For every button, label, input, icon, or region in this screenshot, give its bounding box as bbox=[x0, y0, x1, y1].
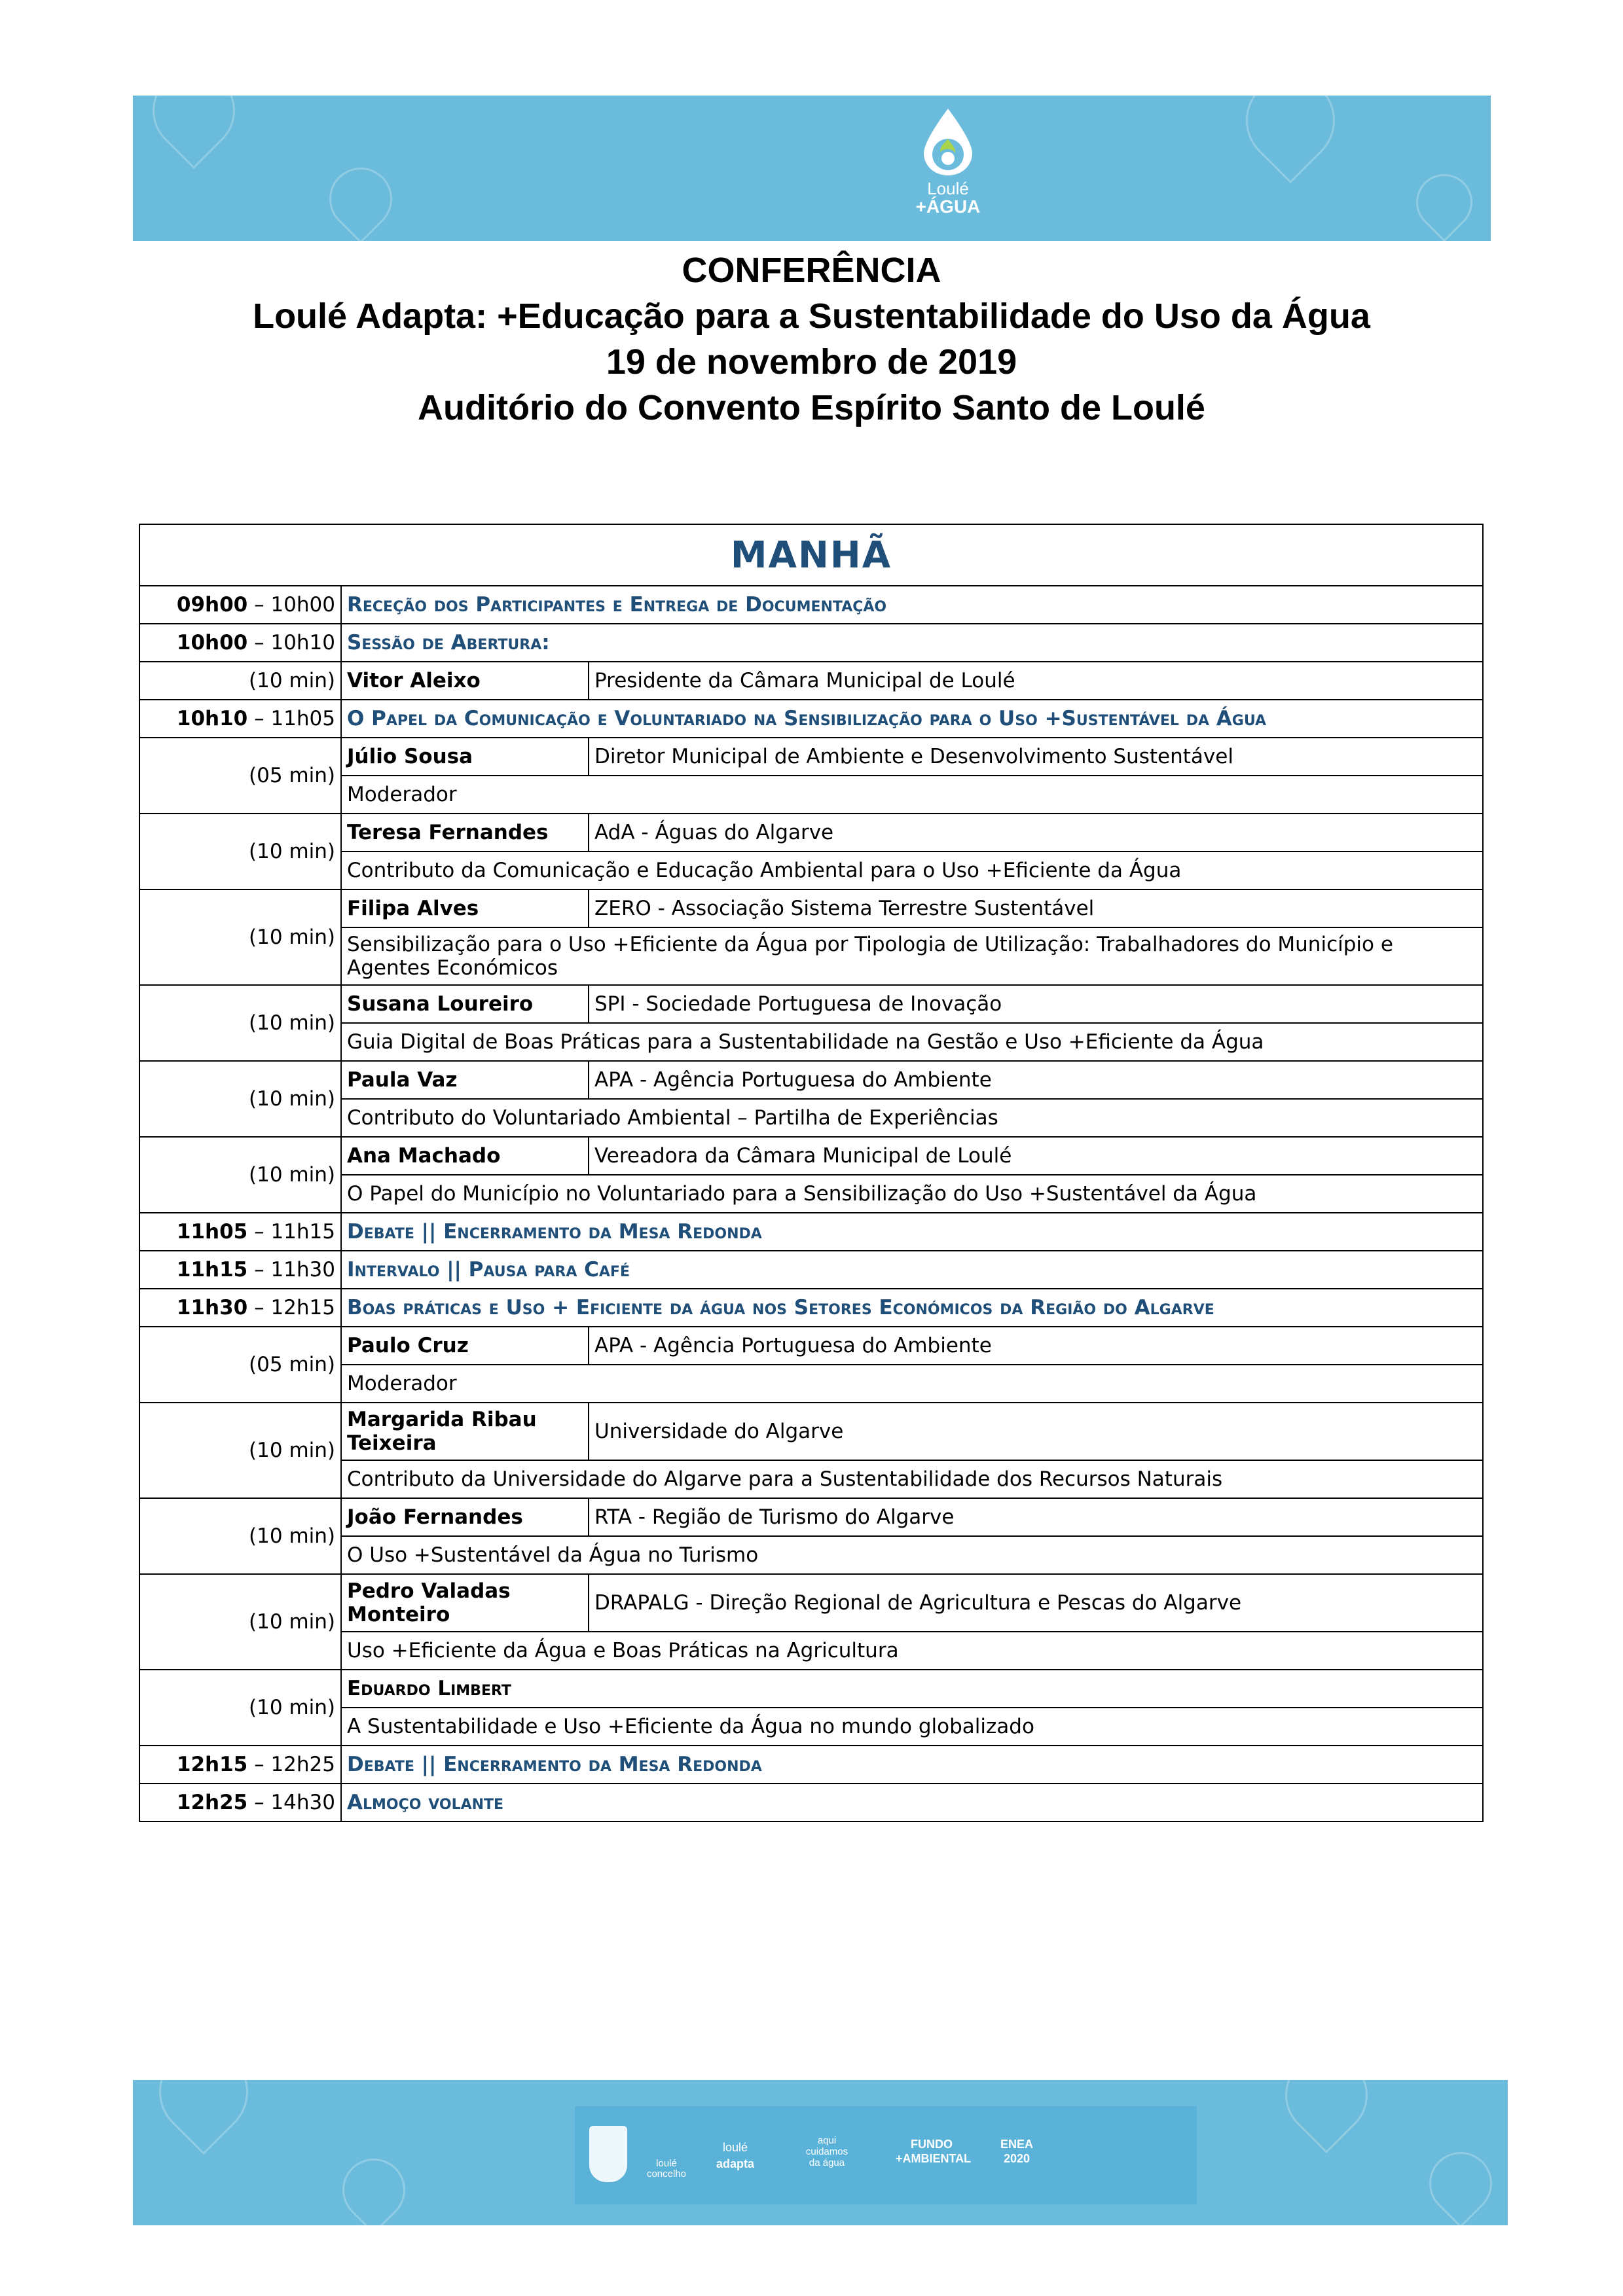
topic-row bbox=[139, 1365, 1483, 1403]
speaker-org: Diretor Municipal de Ambiente e Desenvolvimento Sustentável bbox=[589, 738, 1483, 776]
section-title: Debate || Encerramento da Mesa Redonda bbox=[341, 1213, 1483, 1251]
section-title: Debate || Encerramento da Mesa Redonda bbox=[341, 1746, 1483, 1784]
duration-cell: (10 min) bbox=[139, 985, 341, 1061]
logo-loule-adapta-1: loulé bbox=[722, 2141, 748, 2154]
speaker-org: RTA - Região de Turismo do Algarve bbox=[589, 1498, 1483, 1536]
duration-cell: (05 min) bbox=[139, 1327, 341, 1403]
program-row bbox=[139, 1746, 1483, 1784]
program-row bbox=[139, 1213, 1483, 1251]
time-cell: 11h05 – 11h15 bbox=[139, 1213, 341, 1251]
program-row bbox=[139, 1784, 1483, 1821]
logo-loule-concelho: loulé concelho bbox=[646, 2158, 687, 2179]
duration-cell: (10 min) bbox=[139, 1670, 341, 1746]
speaker-org: AdA - Águas do Algarve bbox=[589, 814, 1483, 852]
time-cell: 09h00 – 10h00 bbox=[139, 586, 341, 624]
municipal-crest-icon bbox=[589, 2126, 627, 2182]
time-cell: 12h15 – 12h25 bbox=[139, 1746, 341, 1784]
logo-enea-2: 2020 bbox=[1003, 2152, 1030, 2165]
speaker-row bbox=[139, 985, 1483, 1023]
speaker-topic: A Sustentabilidade e Uso +Eficiente da Água no mundo globalizado bbox=[341, 1708, 1483, 1746]
duration-cell: (10 min) bbox=[139, 1061, 341, 1137]
speaker-org: ZERO - Associação Sistema Terrestre Sustentável bbox=[589, 889, 1483, 927]
topic-row bbox=[139, 1460, 1483, 1498]
speaker-row bbox=[139, 1403, 1483, 1460]
program-row bbox=[139, 700, 1483, 738]
section-title: O Papel da Comunicação e Voluntariado na Sensibilização para o Uso +Sustentável da Água bbox=[341, 700, 1483, 738]
topic-row bbox=[139, 1632, 1483, 1670]
top-banner bbox=[133, 96, 1491, 241]
program-row bbox=[139, 1251, 1483, 1289]
speaker-name: Júlio Sousa bbox=[341, 738, 589, 776]
logo-fundo-ambiental-1: FUNDO bbox=[911, 2138, 953, 2151]
speaker-topic: Moderador bbox=[341, 776, 1483, 814]
topic-row bbox=[139, 776, 1483, 814]
speaker-name: Teresa Fernandes bbox=[341, 814, 589, 852]
speaker-topic: O Papel do Município no Voluntariado para a Sensibilização do Uso +Sustentável da Água bbox=[341, 1175, 1483, 1213]
speaker-name: Eduardo Limbert bbox=[341, 1670, 1483, 1708]
logo-aqui-cuidamos-2: cuidamos bbox=[805, 2146, 848, 2157]
speaker-org: Presidente da Câmara Municipal de Loulé bbox=[589, 662, 1483, 700]
partner-logos-strip bbox=[575, 2106, 1197, 2204]
speaker-topic: Moderador bbox=[341, 1365, 1483, 1403]
program-table bbox=[139, 524, 1484, 1822]
conference-label: CONFERÊNCIA bbox=[682, 251, 941, 290]
water-drop-icon bbox=[919, 106, 977, 178]
speaker-name: Pedro Valadas Monteiro bbox=[341, 1574, 589, 1632]
speaker-topic: Contributo da Comunicação e Educação Ambiental para o Uso +Eficiente da Água bbox=[341, 852, 1483, 889]
section-title: Almoço volante bbox=[341, 1784, 1483, 1821]
section-title: Receção dos Participantes e Entrega de Documentação bbox=[341, 586, 1483, 624]
loule-agua-logo bbox=[912, 106, 984, 230]
conference-venue: Auditório do Convento Espírito Santo de Loulé bbox=[418, 388, 1205, 427]
duration-cell: (10 min) bbox=[139, 1574, 341, 1670]
section-title: Sessão de Abertura: bbox=[341, 624, 1483, 662]
section-title: Boas práticas e Uso + Eficiente da água nos Setores Económicos da Região do Algarve bbox=[341, 1289, 1483, 1327]
time-cell: 11h30 – 12h15 bbox=[139, 1289, 341, 1327]
topic-row bbox=[139, 852, 1483, 889]
speaker-org: APA - Agência Portuguesa do Ambiente bbox=[589, 1327, 1483, 1365]
conference-header bbox=[0, 247, 1623, 431]
speaker-row bbox=[139, 1061, 1483, 1099]
topic-row bbox=[139, 1708, 1483, 1746]
conference-title: Loulé Adapta: +Educação para a Sustentabilidade do Uso da Água bbox=[253, 296, 1370, 336]
speaker-topic: Contributo do Voluntariado Ambiental – Partilha de Experiências bbox=[341, 1099, 1483, 1137]
speaker-name: Filipa Alves bbox=[341, 889, 589, 927]
topic-row bbox=[139, 1023, 1483, 1061]
speaker-topic: Sensibilização para o Uso +Eficiente da Água por Tipologia de Utilização: Trabalhadores do Município e Agentes Económicos bbox=[341, 927, 1483, 985]
logo-fundo-ambiental-2: +AMBIENTAL bbox=[896, 2152, 972, 2165]
topic-row bbox=[139, 1099, 1483, 1137]
duration-cell: (10 min) bbox=[139, 1498, 341, 1574]
logo-loule-adapta-2: adapta bbox=[716, 2157, 755, 2170]
speaker-row bbox=[139, 1137, 1483, 1175]
speaker-row bbox=[139, 1670, 1483, 1708]
topic-row bbox=[139, 1175, 1483, 1213]
speaker-name: Susana Loureiro bbox=[341, 985, 589, 1023]
speaker-org: APA - Agência Portuguesa do Ambiente bbox=[589, 1061, 1483, 1099]
speaker-row bbox=[139, 662, 1483, 700]
duration-cell: (10 min) bbox=[139, 889, 341, 985]
duration-cell: (05 min) bbox=[139, 738, 341, 814]
duration-cell: (10 min) bbox=[139, 814, 341, 889]
logo-aqui-cuidamos-3: da água bbox=[809, 2157, 845, 2168]
speaker-name: Paulo Cruz bbox=[341, 1327, 589, 1365]
speaker-row bbox=[139, 1574, 1483, 1632]
speaker-org: Universidade do Algarve bbox=[589, 1403, 1483, 1460]
speaker-topic: O Uso +Sustentável da Água no Turismo bbox=[341, 1536, 1483, 1574]
topic-row bbox=[139, 927, 1483, 985]
speaker-row bbox=[139, 889, 1483, 927]
speaker-name: Vitor Aleixo bbox=[341, 662, 589, 700]
speaker-name: Margarida Ribau Teixeira bbox=[341, 1403, 589, 1460]
speaker-topic: Guia Digital de Boas Práticas para a Sustentabilidade na Gestão e Uso +Eficiente da Água bbox=[341, 1023, 1483, 1061]
speaker-row bbox=[139, 738, 1483, 776]
time-cell: 10h00 – 10h10 bbox=[139, 624, 341, 662]
topic-row bbox=[139, 1536, 1483, 1574]
speaker-org: DRAPALG - Direção Regional de Agricultura e Pescas do Algarve bbox=[589, 1574, 1483, 1632]
program-row bbox=[139, 586, 1483, 624]
speaker-row bbox=[139, 814, 1483, 852]
duration-cell: (10 min) bbox=[139, 1403, 341, 1498]
duration-cell: (10 min) bbox=[139, 662, 341, 700]
bottom-banner bbox=[133, 2080, 1508, 2225]
speaker-row bbox=[139, 1327, 1483, 1365]
speaker-name: Ana Machado bbox=[341, 1137, 589, 1175]
speaker-topic: Contributo da Universidade do Algarve para a Sustentabilidade dos Recursos Naturais bbox=[341, 1460, 1483, 1498]
logo-enea-1: ENEA bbox=[1000, 2138, 1033, 2151]
speaker-org: Vereadora da Câmara Municipal de Loulé bbox=[589, 1137, 1483, 1175]
program-row bbox=[139, 624, 1483, 662]
duration-cell: (10 min) bbox=[139, 1137, 341, 1213]
speaker-name: João Fernandes bbox=[341, 1498, 589, 1536]
period-heading: MANHÃ bbox=[139, 524, 1483, 586]
speaker-topic: Uso +Eficiente da Água e Boas Práticas na Agricultura bbox=[341, 1632, 1483, 1670]
time-cell: 12h25 – 14h30 bbox=[139, 1784, 341, 1821]
time-cell: 11h15 – 11h30 bbox=[139, 1251, 341, 1289]
speaker-org: SPI - Sociedade Portuguesa de Inovação bbox=[589, 985, 1483, 1023]
section-title: Intervalo || Pausa para Café bbox=[341, 1251, 1483, 1289]
logo-text-agua: +ÁGUA bbox=[915, 196, 981, 217]
speaker-row bbox=[139, 1498, 1483, 1536]
logo-aqui-cuidamos-1: aqui bbox=[817, 2135, 837, 2146]
program-row bbox=[139, 1289, 1483, 1327]
logo-text-loule: Loulé bbox=[927, 179, 969, 198]
conference-date: 19 de novembro de 2019 bbox=[606, 342, 1017, 382]
time-cell: 10h10 – 11h05 bbox=[139, 700, 341, 738]
speaker-name: Paula Vaz bbox=[341, 1061, 589, 1099]
